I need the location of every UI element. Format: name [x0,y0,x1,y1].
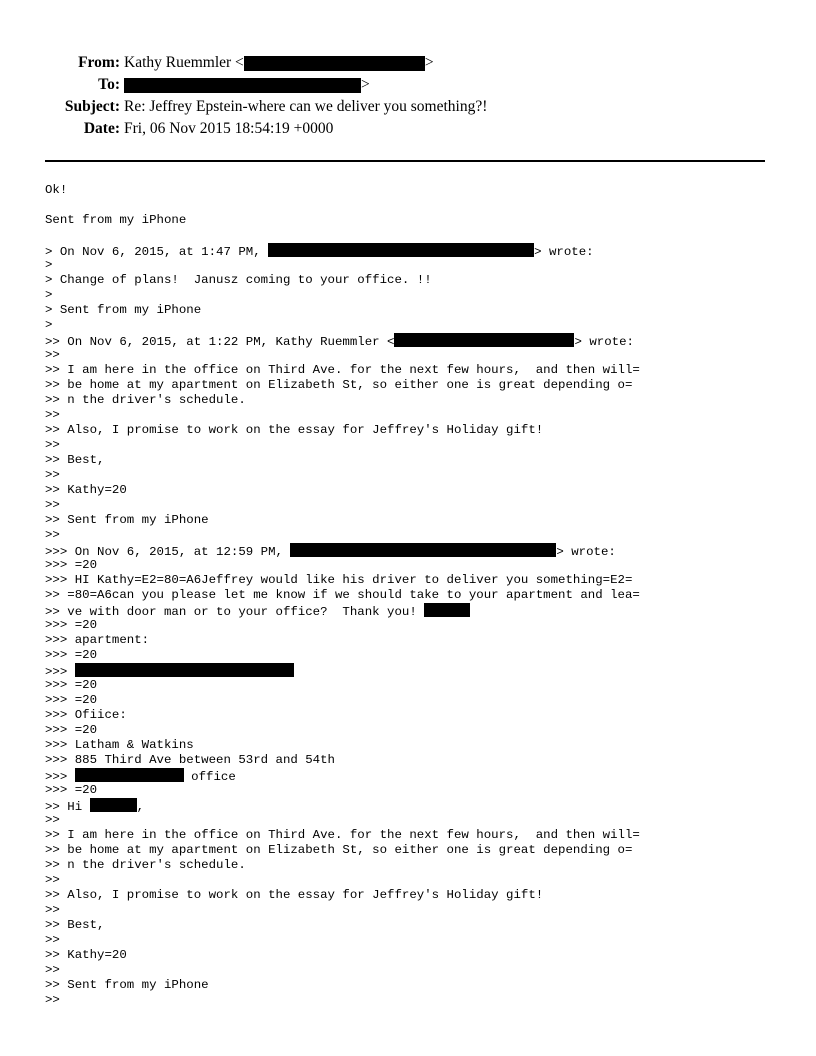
body-line: >> On Nov 6, 2015, at 1:22 PM, Kathy Ruemmler < > wrote: [45,335,634,349]
body-line: > Change of plans! Janusz coming to your office. !! [45,273,432,287]
redaction-block [268,243,534,257]
body-line: >> I am here in the office on Third Ave. for the next few hours, and then will= [45,828,640,842]
body-line: >> I am here in the office on Third Ave. for the next few hours, and then will= [45,363,640,377]
body-line: >> n the driver's schedule. [45,858,246,872]
to-label: To: [98,76,120,93]
body-line: >> [45,498,60,512]
body-line: >>> =20 [45,558,98,572]
body-line: >>> [45,663,294,680]
date-label: Date: [83,120,120,137]
from-row [0,54,816,72]
body-line: >> [45,813,60,827]
body-line: >> [45,963,60,977]
body-line: >> Kathy=20 [45,483,127,497]
header-divider [45,160,765,162]
redaction-block [75,768,184,782]
body-line: >>> office [45,770,236,784]
body-line: >> n the driver's schedule. [45,393,246,407]
body-line: >> ve with door man or to your office? Thank you! [45,603,470,620]
body-line: >> Kathy=20 [45,948,127,962]
body-line: > [45,318,53,332]
body-line: >> [45,993,60,1007]
body-line: > On Nov 6, 2015, at 1:47 PM, > wrote: [45,245,594,259]
body-line: >> Also, I promise to work on the essay for Jeffrey's Holiday gift! [45,888,544,902]
redaction-block [394,333,574,347]
date-value: Fri, 06 Nov 2015 18:54:19 +0000 [124,120,334,137]
body-line: >> [45,468,60,482]
body-line: >>> =20 [45,678,98,692]
body-line: >>> =20 [45,783,98,797]
body-line: >>> =20 [45,648,98,662]
from-label: From: [78,54,120,71]
body-line: >>> apartment: [45,633,150,647]
body-line: >> [45,903,60,917]
to-row [0,76,816,94]
body-line: >> [45,873,60,887]
body-line: >> be home at my apartment on Elizabeth St, so either one is great depending o= [45,378,633,392]
body-line: >> [45,408,60,422]
from-name: Kathy Ruemmler < [124,54,244,71]
body-line: >> be home at my apartment on Elizabeth St, so either one is great depending o= [45,843,633,857]
body-line: >>> On Nov 6, 2015, at 12:59 PM, > wrote: [45,545,616,559]
body-line: Sent from my iPhone [45,213,187,227]
body-line: >> Sent from my iPhone [45,513,209,527]
body-line: >> =80=A6can you please let me know if we should take to your apartment and lea= [45,588,640,602]
body-line: Ok! [45,183,68,197]
body-line: >> [45,933,60,947]
body-line: >>> =20 [45,723,98,737]
body-line: >> [45,438,60,452]
body-line: >>> HI Kathy=E2=80=A6Jeffrey would like his driver to deliver you something=E2= [45,573,633,587]
body-line: >>> 885 Third Ave between 53rd and 54th [45,753,335,767]
to-close: > [361,76,370,93]
redaction-block [424,603,470,617]
body-line: >> Hi , [45,800,145,814]
redaction-block [290,543,556,557]
redaction-block [244,56,425,71]
body-line: >> [45,528,60,542]
body-line: >> Also, I promise to work on the essay for Jeffrey's Holiday gift! [45,423,544,437]
redaction-block [75,663,294,677]
body-line: >>> Ofiice: [45,708,127,722]
date-row [0,120,816,138]
body-line: >> Best, [45,918,105,932]
body-line: >>> =20 [45,693,98,707]
from-close: > [424,54,434,71]
redaction-block [124,78,361,93]
subject-row [0,98,816,116]
subject-label: Subject: [64,98,120,115]
body-line: >> [45,348,60,362]
body-line: > [45,288,53,302]
body-line: > [45,258,53,272]
redaction-block [90,798,137,812]
body-line: >>> Latham & Watkins [45,738,194,752]
body-line: >> Sent from my iPhone [45,978,209,992]
body-line: >>> =20 [45,618,98,632]
subject-value: Re: Jeffrey Epstein-where can we deliver you something?! [124,98,488,115]
body-line: > Sent from my iPhone [45,303,202,317]
body-line: >> Best, [45,453,105,467]
